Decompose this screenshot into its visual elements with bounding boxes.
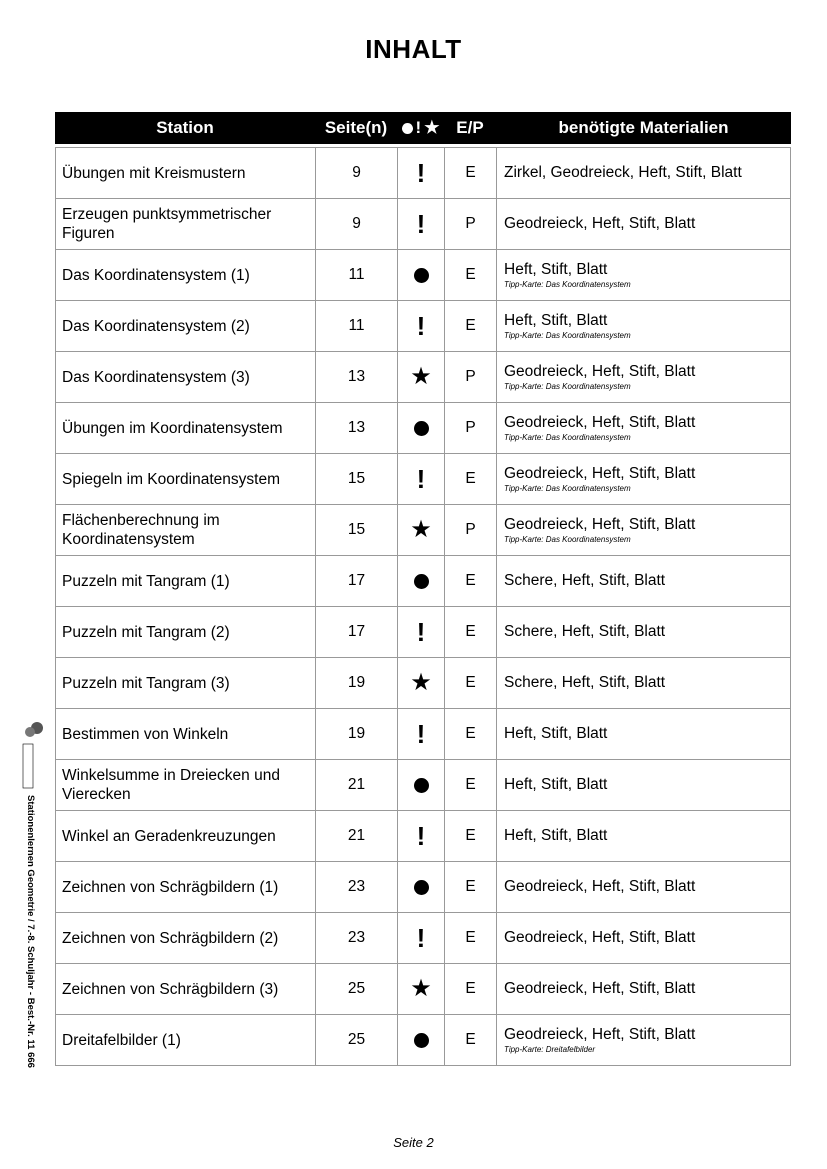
materials-list: Geodreieck, Heft, Stift, Blatt xyxy=(504,465,696,482)
table-header xyxy=(55,112,791,144)
station-name: Spiegeln im Koordinatensystem xyxy=(56,454,316,504)
work-mode: P xyxy=(445,505,497,555)
materials-list: Schere, Heft, Stift, Blatt xyxy=(504,572,666,589)
station-name: Puzzeln mit Tangram (2) xyxy=(56,607,316,657)
station-name: Puzzeln mit Tangram (1) xyxy=(56,556,316,606)
difficulty-symbol xyxy=(398,556,445,606)
station-name: Zeichnen von Schrägbildern (2) xyxy=(56,913,316,963)
tip-card-note: Tipp-Karte: Das Koordinatensystem xyxy=(504,535,631,544)
materials-list: Geodreieck, Heft, Stift, Blatt xyxy=(504,929,696,946)
materials xyxy=(497,148,790,198)
dot-icon xyxy=(414,1033,429,1048)
difficulty-symbol xyxy=(398,862,445,912)
page-ref: 15 xyxy=(316,505,398,555)
materials-list: Schere, Heft, Stift, Blatt xyxy=(504,623,666,640)
table-row xyxy=(55,862,791,913)
exclamation-icon: ! xyxy=(416,617,426,647)
materials-list: Heft, Stift, Blatt xyxy=(504,776,608,793)
materials xyxy=(497,760,790,810)
work-mode: E xyxy=(445,709,497,759)
page-title: INHALT xyxy=(365,34,462,64)
station-name: Puzzeln mit Tangram (3) xyxy=(56,658,316,708)
page-ref: 23 xyxy=(316,913,398,963)
materials xyxy=(497,250,790,300)
station-name: Dreitafelbilder (1) xyxy=(56,1015,316,1065)
table-row xyxy=(55,1015,791,1066)
materials xyxy=(497,454,790,504)
page-ref: 21 xyxy=(316,811,398,861)
exclamation-icon: ! xyxy=(416,158,426,188)
materials xyxy=(497,1015,790,1065)
work-mode: E xyxy=(445,454,497,504)
table-row xyxy=(55,403,791,454)
work-mode: P xyxy=(445,199,497,249)
materials xyxy=(497,913,790,963)
difficulty-symbol xyxy=(398,148,445,198)
work-mode: E xyxy=(445,556,497,606)
difficulty-symbol xyxy=(398,505,445,555)
star-icon: ★ xyxy=(410,363,432,390)
star-icon: ★ xyxy=(424,118,440,137)
station-name: Das Koordinatensystem (1) xyxy=(56,250,316,300)
page-number: Seite 2 xyxy=(393,1135,434,1150)
tip-card-note: Tipp-Karte: Das Koordinatensystem xyxy=(504,280,631,289)
header-symbols xyxy=(397,118,444,138)
station-name: Übungen im Koordinatensystem xyxy=(56,403,316,453)
contents-table xyxy=(55,112,791,1066)
work-mode: P xyxy=(445,403,497,453)
work-mode: E xyxy=(445,1015,497,1065)
table-row xyxy=(55,811,791,862)
tip-card-note: Tipp-Karte: Dreitafelbilder xyxy=(504,1045,596,1054)
page-ref: 25 xyxy=(316,964,398,1014)
dot-icon xyxy=(414,880,429,895)
exclamation-icon: ! xyxy=(416,209,426,239)
table-row xyxy=(55,250,791,301)
table-row xyxy=(55,607,791,658)
table-row xyxy=(55,760,791,811)
header-seite: Seite(n) xyxy=(324,118,388,137)
materials-list: Geodreieck, Heft, Stift, Blatt xyxy=(504,878,696,895)
page-ref: 19 xyxy=(316,658,398,708)
page-ref: 25 xyxy=(316,1015,398,1065)
difficulty-symbol xyxy=(398,352,445,402)
materials xyxy=(497,505,790,555)
table-row xyxy=(55,148,791,199)
exclamation-icon: ! xyxy=(416,821,426,851)
station-name: Das Koordinatensystem (3) xyxy=(56,352,316,402)
page-ref: 11 xyxy=(316,301,398,351)
station-name: Zeichnen von Schrägbildern (3) xyxy=(56,964,316,1014)
station-name: Übungen mit Kreismustern xyxy=(56,148,316,198)
header-station: Station xyxy=(156,118,214,137)
station-name: Winkel an Geradenkreuzungen xyxy=(56,811,316,861)
station-name: Erzeugen punktsymmetrischer Figuren xyxy=(56,199,316,249)
difficulty-symbol xyxy=(398,1015,445,1065)
materials xyxy=(497,301,790,351)
tip-card-note: Tipp-Karte: Das Koordinatensystem xyxy=(504,433,631,442)
station-name: Das Koordinatensystem (2) xyxy=(56,301,316,351)
work-mode: E xyxy=(445,250,497,300)
materials xyxy=(497,658,790,708)
header-ep: E/P xyxy=(456,118,484,137)
page-ref: 9 xyxy=(316,199,398,249)
page-ref: 15 xyxy=(316,454,398,504)
materials-list: Geodreieck, Heft, Stift, Blatt xyxy=(504,414,696,431)
table-row xyxy=(55,454,791,505)
materials-list: Geodreieck, Heft, Stift, Blatt xyxy=(504,980,696,997)
exclamation-icon: ! xyxy=(416,464,426,494)
page-ref: 13 xyxy=(316,352,398,402)
page-ref: 13 xyxy=(316,403,398,453)
work-mode: P xyxy=(445,352,497,402)
station-name: Winkelsumme in Dreiecken und Vierecken xyxy=(56,760,316,810)
materials-list: Heft, Stift, Blatt xyxy=(504,725,608,742)
station-name: Zeichnen von Schrägbildern (1) xyxy=(56,862,316,912)
table-row xyxy=(55,505,791,556)
table-row xyxy=(55,709,791,760)
work-mode: E xyxy=(445,811,497,861)
difficulty-symbol xyxy=(398,811,445,861)
materials-list: Geodreieck, Heft, Stift, Blatt xyxy=(504,363,696,380)
materials xyxy=(497,199,790,249)
exclamation-icon: ! xyxy=(416,923,426,953)
materials-list: Schere, Heft, Stift, Blatt xyxy=(504,674,666,691)
materials xyxy=(497,556,790,606)
work-mode: E xyxy=(445,658,497,708)
table-row xyxy=(55,964,791,1015)
page-ref: 11 xyxy=(316,250,398,300)
difficulty-symbol xyxy=(398,913,445,963)
star-icon: ★ xyxy=(410,975,432,1002)
star-icon: ★ xyxy=(410,669,432,696)
table-row xyxy=(55,913,791,964)
difficulty-symbol xyxy=(398,199,445,249)
work-mode: E xyxy=(445,862,497,912)
header-exclamation: ! xyxy=(415,118,422,137)
materials xyxy=(497,607,790,657)
work-mode: E xyxy=(445,913,497,963)
materials-list: Zirkel, Geodreieck, Heft, Stift, Blatt xyxy=(504,164,742,181)
materials-list: Geodreieck, Heft, Stift, Blatt xyxy=(504,215,696,232)
difficulty-symbol xyxy=(398,964,445,1014)
materials-list: Geodreieck, Heft, Stift, Blatt xyxy=(504,1026,696,1043)
materials-list: Heft, Stift, Blatt xyxy=(504,312,608,329)
materials xyxy=(497,811,790,861)
table-body xyxy=(55,147,791,1066)
page-ref: 9 xyxy=(316,148,398,198)
difficulty-symbol xyxy=(398,301,445,351)
materials xyxy=(497,352,790,402)
publisher-logo xyxy=(20,720,46,790)
dot-icon xyxy=(414,778,429,793)
work-mode: E xyxy=(445,964,497,1014)
table-row xyxy=(55,352,791,403)
table-row xyxy=(55,658,791,709)
page-ref: 19 xyxy=(316,709,398,759)
exclamation-icon: ! xyxy=(416,719,426,749)
materials-list: Heft, Stift, Blatt xyxy=(504,261,608,278)
difficulty-symbol xyxy=(398,607,445,657)
difficulty-symbol xyxy=(398,760,445,810)
star-icon: ★ xyxy=(410,516,432,543)
dot-icon xyxy=(414,268,429,283)
tip-card-note: Tipp-Karte: Das Koordinatensystem xyxy=(504,382,631,391)
materials xyxy=(497,709,790,759)
materials-list: Geodreieck, Heft, Stift, Blatt xyxy=(504,516,696,533)
side-imprint: Stationenlernen Geometrie / 7.-8. Schuljahr - Best.-Nr. 11 666 xyxy=(25,795,36,1068)
difficulty-symbol xyxy=(398,403,445,453)
table-row xyxy=(55,301,791,352)
dot-icon xyxy=(414,574,429,589)
work-mode: E xyxy=(445,607,497,657)
materials xyxy=(497,964,790,1014)
materials xyxy=(497,403,790,453)
table-row xyxy=(55,556,791,607)
materials-list: Heft, Stift, Blatt xyxy=(504,827,608,844)
difficulty-symbol xyxy=(398,454,445,504)
dot-icon xyxy=(414,421,429,436)
exclamation-icon: ! xyxy=(416,311,426,341)
tip-card-note: Tipp-Karte: Das Koordinatensystem xyxy=(504,331,631,340)
work-mode: E xyxy=(445,148,497,198)
table-row xyxy=(55,199,791,250)
page-ref: 17 xyxy=(316,556,398,606)
header-materialien: benötigte Materialien xyxy=(558,118,729,137)
page-ref: 23 xyxy=(316,862,398,912)
station-name: Flächenberechnung im Koordinatensystem xyxy=(56,505,316,555)
station-name: Bestimmen von Winkeln xyxy=(56,709,316,759)
dot-icon xyxy=(402,123,413,134)
page-ref: 21 xyxy=(316,760,398,810)
difficulty-symbol xyxy=(398,709,445,759)
difficulty-symbol xyxy=(398,250,445,300)
materials xyxy=(497,862,790,912)
page-ref: 17 xyxy=(316,607,398,657)
difficulty-symbol xyxy=(398,658,445,708)
tip-card-note: Tipp-Karte: Das Koordinatensystem xyxy=(504,484,631,493)
work-mode: E xyxy=(445,301,497,351)
work-mode: E xyxy=(445,760,497,810)
